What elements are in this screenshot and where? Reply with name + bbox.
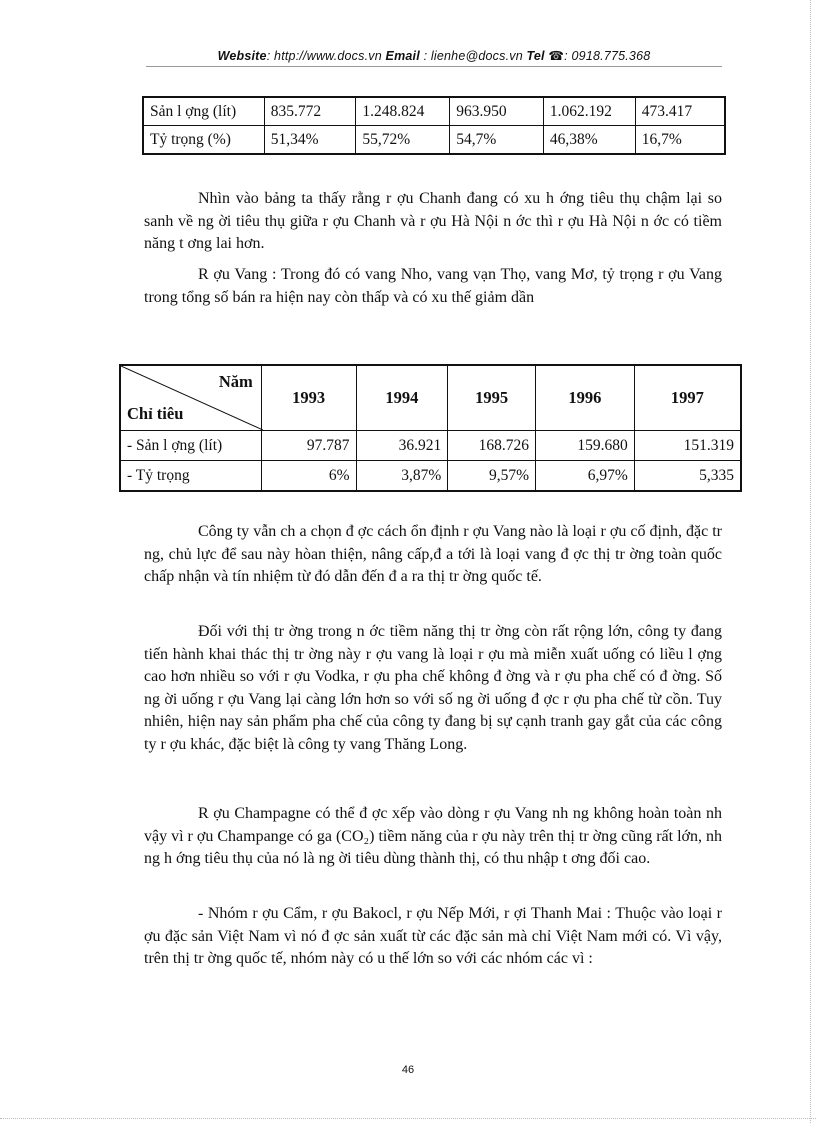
email-value: : lienhe@docs.vn: [419, 49, 527, 63]
table-cell: 3,87%: [356, 461, 448, 492]
table-cell: Tỷ trọng (%): [143, 126, 264, 155]
table-cell: 1.062.192: [543, 97, 635, 126]
paragraph-champagne: R ợu Champagne có thể đ ợc xếp vào dòng r ợu Vang nh ng không hoàn toàn nh vậy vì r ợu Champange có ga (CO₂) tiềm năng của r ợu này trên thị tr ờng cũng rất lớn, nh ng h ớng tiêu thụ của nó là ng ời tiêu dùng thành thị, có thu nhập t ơng đối cao.: [144, 805, 722, 868]
table-row: [120, 461, 741, 492]
row-label: - Tỷ trọng: [120, 461, 261, 492]
table-row: [143, 97, 725, 126]
table-cell: 36.921: [356, 431, 448, 461]
table-cell: 97.787: [261, 431, 356, 461]
paragraph-company-wine-choice: Công ty vẫn ch a chọn đ ợc cách ổn định r ợu Vang nào là loại r ợu cố định, đặc tr ng, chủ lực để sau này hòan thiện, nâng cấp,đ a tới là loại vang đ ợc thị tr ờng toàn quốc chấp nhận và tín nhiệm từ đó dẫn đến đ a ra thị tr ờng quốc tế.: [144, 523, 722, 586]
table-cell: 51,34%: [264, 126, 356, 155]
paragraph-lemon-wine-trend: Nhìn vào bảng ta thấy rằng r ợu Chanh đang có xu h ớng tiêu thụ chậm lại so sanh về ng ời tiêu thụ giữa r ợu Chanh và r ợu Hà Nội n ớc thì r ợu Hà Nội n ớc có tiềm năng t ơng lai hơn.: [144, 190, 722, 253]
table-cell: 46,38%: [543, 126, 635, 155]
table-cell: 55,72%: [356, 126, 450, 155]
table-row: [120, 431, 741, 461]
table-cell: 1.248.824: [356, 97, 450, 126]
website-label: Website: [217, 49, 267, 63]
page-bottom-guide: [0, 1118, 816, 1119]
production-share-table: [142, 96, 726, 155]
email-label: Email: [385, 49, 420, 63]
year-header: 1995: [448, 365, 536, 431]
tel-label: Tel ☎: [526, 49, 565, 63]
table-cell: 963.950: [450, 97, 544, 126]
page-number: 46: [401, 1064, 415, 1076]
year-header: 1997: [634, 365, 741, 431]
indicator-header-label: Chỉ tiêu: [127, 404, 184, 423]
year-header: 1993: [261, 365, 356, 431]
table-cell: 168.726: [448, 431, 536, 461]
table-cell: 5,335: [634, 461, 741, 492]
page-header: [146, 48, 722, 63]
table-cell: 16,7%: [635, 126, 725, 155]
tel-value: : 0918.775.368: [564, 49, 651, 63]
table-cell: Sản l ợng (lít): [143, 97, 264, 126]
table-cell: 54,7%: [450, 126, 544, 155]
table-row: [143, 126, 725, 155]
table-cell: 6,97%: [536, 461, 635, 492]
year-header: 1994: [356, 365, 448, 431]
corner-header-cell: [120, 365, 261, 431]
table-cell: 473.417: [635, 97, 725, 126]
table-cell: 151.319: [634, 431, 741, 461]
website-value: : http://www.docs.vn: [266, 49, 386, 63]
year-header-label: Năm: [218, 372, 253, 391]
table-cell: 9,57%: [448, 461, 536, 492]
table-cell: 6%: [261, 461, 356, 492]
header-divider: [146, 66, 722, 67]
wine-yearly-table: [119, 364, 742, 492]
year-header: 1996: [536, 365, 635, 431]
page-edge-guide: [810, 0, 811, 1123]
table-cell: 835.772: [264, 97, 356, 126]
paragraph-domestic-market: Đối với thị tr ờng trong n ớc tiềm năng thị tr ờng còn rất rộng lớn, công ty đang tiến hành khai thác thị tr ờng này r ợu vang là loại r ợu mà miễn xuất uống có liều l ợng cao hơn nhiều so với r ợu Vodka, r ợu pha chế không đ ờng và r ợu pha chế có đ ờng. Số ng ời uống r ợu Vang lại càng lớn hơn so với số ng ời uống đ ợc r ợu pha chế từ cồn. Tuy nhiên, hiện nay sản phẩm pha chế của công ty đang bị sự cạnh tranh gay gắt của các công ty r ợu khác, đặc biệt là công ty vang Thăng Long.: [144, 623, 722, 753]
table-header-row: [120, 365, 741, 431]
table-cell: 159.680: [536, 431, 635, 461]
row-label: - Sản l ợng (lít): [120, 431, 261, 461]
paragraph-wine-intro: R ợu Vang : Trong đó có vang Nho, vang vạn Thọ, vang Mơ, tỷ trọng r ợu Vang trong tổng số bán ra hiện nay còn thấp và có xu thế giảm dần: [144, 266, 722, 306]
paragraph-specialty-group: - Nhóm r ợu Cẩm, r ợu Bakocl, r ợu Nếp Mới, r ợi Thanh Mai : Thuộc vào loại r ợu đặc sản Việt Nam vì nó đ ợc sản xuất từ các đặc sản mà chỉ Việt Nam mới có. Vì vậy, trên thị tr ờng quốc tế, nhóm này có u thế lớn so với các nhóm các vì :: [144, 905, 722, 968]
